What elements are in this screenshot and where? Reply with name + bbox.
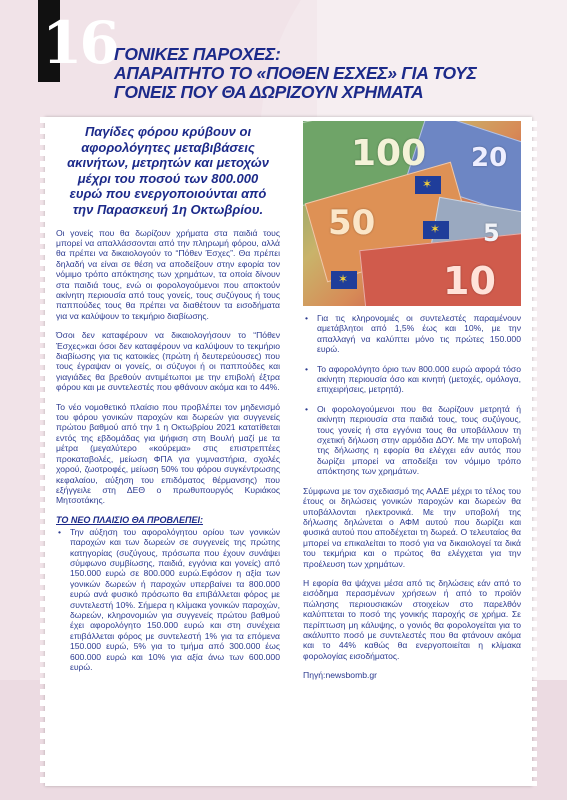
body-paragraph: Όσοι δεν καταφέρουν να δικαιολογήσουν το “Πόθεν Έσχες»και όσοι δεν καταφέρουν να καλύψουν το τεκμήριο διαβίωσης για τις κατοικίες (πρώτη ή δευτερεύουσες) που τους έγραψαν οι γονείς, οι σύζυγοι ή οι παππούδες και γιαγιάδες θα βρεθούν αντιμέτωποι με την επιβολή έξτρα φόρου και με συντελεστές που φθάνουν ακόμα και το 44%.: [56, 330, 280, 393]
article-paper: [45, 117, 532, 786]
banknote-value: 20: [471, 143, 508, 173]
eu-flag-icon: [415, 176, 441, 194]
body-paragraph: Οι γονείς που θα δωρίζουν χρήματα στα παιδιά τους μπορεί να απαλλάσσονται από την πληρωμή φόρου, αλλά θα πρέπει να δικαιολογούν το “Πόθεν Έσχες”. Θα πρέπει δηλαδή να είναι σε θέση να αποδείξουν στην εφορία τον νόμιμο τρόπο απόκτησης των χρημάτων, τα οποία δίνουν στα παιδιά τους, ενώ οι φορολογούμενοι που αποκτούν ακίνητη περιουσία από τους γονείς, τους συζύγους ή τους παππούδες τους θα πρέπει να διαθέτουν τα εισοδήματα για να καλύψουν το τεκμήριο διαβίωσης.: [56, 227, 280, 321]
bullet-item: • Το αφορολόγητο όριο των 800.000 ευρώ αφορά τόσο ακίνητη περιουσία όσο και κινητή (μετοχές, ομόλογα, επιχειρήσεις, μετρητά).: [303, 364, 521, 395]
torn-edge-right: [531, 117, 537, 786]
torn-edge-left: [40, 117, 46, 786]
bullet-item: • Οι φορολογούμενοι που θα δωρίζουν μετρητά ή ακίνητη περιουσία στα παιδιά τους, τους συζύγους, τους γονείς ή στα εγγόνια τους θα υποβάλλουν τη σχετική δήλωση στην αρμόδια ΔΟΥ. Με την υποβολή της δήλωσης η εφορία θα ελέγχει εάν αυτός που δωρίζει μπορεί να αποδείξει τον νόμιμο τρόπο απόκτησης των χρημάτων.: [303, 404, 521, 477]
lead-paragraph: Παγίδες φόρου κρύβουν οι αφορολόγητες μεταβιβάσεις ακινήτων, μετρητών και μετοχών μέχρι του ποσού των 800.000 ευρώ που ενεργοποιούνται από την Παρασκευή 1η Οκτωβρίου.: [67, 124, 269, 217]
body-paragraph: Η εφορία θα ψάχνει μέσα από τις δηλώσεις εάν από το εισόδημα περασμένων χρήσεων ή από το προϊόν πώλησης περιουσιακών στοιχείων στο παρελθόν καλύπτεται το ποσό της γονικής παροχής σε χρήμα. Σε περίπτωση μη κάλυψης, ο γονιός θα φορολογείται για το ακάλυπτο ποσό με συντελεστές που θα φτάνουν ακόμα και το 44% καθώς θα ενεργοποιείται η κλίμακα φορολογίας εισοδήματος.: [303, 577, 521, 661]
banknote-value: 10: [443, 259, 496, 303]
page-number-text: 16: [42, 9, 117, 77]
page-number: [42, 9, 117, 77]
left-column: [56, 124, 280, 681]
section-subheading: ΤΟ ΝΕΟ ΠΛΑΙΣΙΟ ΘΑ ΠΡΟΒΛΕΠΕΙ:: [56, 514, 203, 525]
banknote-value: 50: [328, 203, 376, 243]
title-line-1: ΓΟΝΙΚΕΣ ΠΑΡΟΧΕΣ:: [114, 44, 281, 64]
body-paragraph: Το νέο νομοθετικό πλαίσιο που προβλέπει τον μηδενισμό του φόρου γονικών παροχών και δωρεών για συγγενείς πρώτου βαθμού από την 1 η Οκτωβρίου 2021 κατατίθεται εντός της εβδομάδας για ψήφιση στη Βουλή μαζί με τα μέτρα (μεγαλύτερο «κούρεμα» στις επιστρεπτέες προκαταβολές, μείωση ΦΠΑ για γυμναστήρια, σχολές χορού, ζωοτροφές, μείωση 50% του φόρου συγκέντρωσης κεφαλαίου, αύξηση του επιδόματος θέρμανσης) που εξήγγειλε στη ΔΕΘ ο πρωθυπουργός Κυριάκος Μητσοτάκης.: [56, 401, 280, 506]
right-column: [303, 121, 521, 690]
article-title: [114, 45, 554, 102]
banknote-value: 5: [483, 219, 500, 247]
body-paragraph: Σύμφωνα με τον σχεδιασμό της ΑΑΔΕ μέχρι το τέλος του έτους οι δηλώσεις γονικών παροχών και δωρεών θα υποβάλλονται ηλεκτρονικά. Με την υποβολή της δήλωσης δηλώνεται ο ΑΦΜ αυτού που δωρίζει και φυσικά αυτού που αποδέχεται τη δωρεά. Ο τελευταίος θα μπορεί να επικαλείται το ποσό για να δικαιολογεί τα δικά του τεκμήρια και ο πρώτος θα ελέγχεται για την προέλευση των χρημάτων.: [303, 485, 521, 569]
banknote-value: 100: [351, 133, 427, 174]
title-line-3: ΓΟΝΕΙΣ ΠΟΥ ΘΑ ΔΩΡΙΖΟΥΝ ΧΡΗΜΑΤΑ: [114, 82, 424, 102]
source-credit: Πηγή:newsbomb.gr: [303, 670, 378, 681]
title-line-2: ΑΠΑΡΑΙΤΗΤΟ ΤΟ «ΠΟΘΕΝ ΕΣΧΕΣ» ΓΙΑ ΤΟΥΣ: [114, 63, 477, 83]
eu-flag-icon: [331, 271, 357, 289]
bullet-item: • Για τις κληρονομιές οι συντελεστές παραμένουν αμετάβλητοι από 1,5% έως και 10%, με την απαλλαγή να καλύπτει μόνο τις πρώτες 150.000 ευρώ.: [303, 313, 521, 355]
bullet-item: • Την αύξηση του αφορολόγητου ορίου των γονικών παροχών και των δωρεών σε συγγενείς της πρώτης κατηγορίας (συζύγους, πρόσωπα που έχουν συνάψει σύμφωνο συμβίωσης, παιδιά, εγγόνια και γονείς) από 150.000 ευρώ σε 800.000 ευρώ.Εφόσον η αξία των γονικών δωρεών ή παροχών υπερβαίνει τα 800.000 ευρώ ανά φυσικό πρόσωπο θα επιβάλλεται φόρος με συντελεστή 10%. Σήμερα η κλίμακα γονικών παροχών, δωρεών, κληρονομιών για συγγενείς πρώτου βαθμού έχει αφορολόγητο 150.000 ευρώ και στη συνέχεια επιβάλλεται φόρος με συντελεστή 1% για τα επόμενα 150.000 ευρώ, 5% για το τμήμα από 300.000 έως 600.000 ευρώ και 10% για αξία άνω των 600.000 ευρώ.: [56, 527, 280, 673]
euro-banknotes-photo: [303, 121, 521, 306]
eu-flag-icon: [423, 221, 449, 239]
